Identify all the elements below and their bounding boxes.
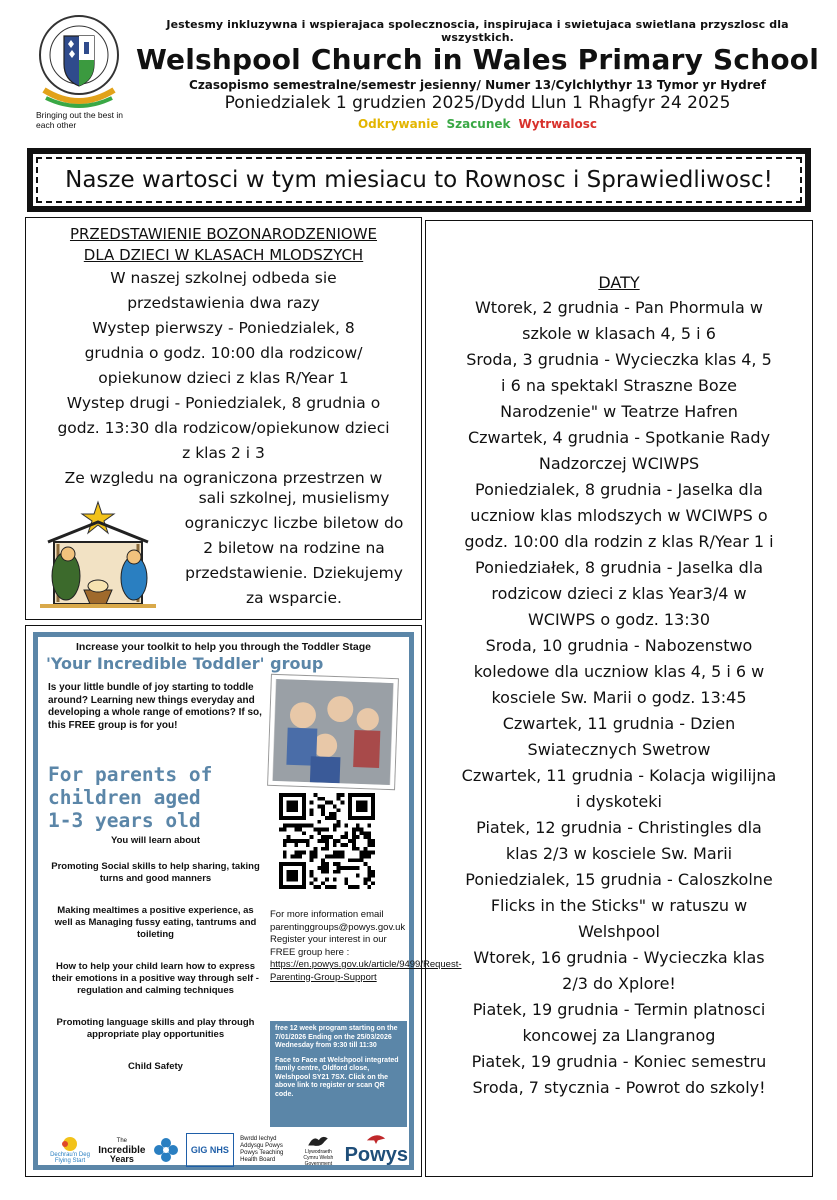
- concert-tail-line: przedstawienie. Dziekujemy: [185, 564, 403, 582]
- incredible-years-logo: [98, 1133, 145, 1167]
- flying-start-logo: [48, 1133, 92, 1167]
- flying-start-label: Dechrau'n Deg Flying Start: [50, 1152, 90, 1164]
- school-name: Welshpool Church in Wales Primary School: [135, 43, 820, 76]
- school-tagline: Jestesmy inkluzywna i wspierajaca spolecznoscia, inspirujaca i swietujaca swietlana przyszlosc dla wszystkich.: [166, 18, 789, 44]
- concert-line: z klas 2 i 3: [182, 444, 265, 462]
- flyer-heading: Increase your toolkit to help you through the Toddler Stage: [76, 641, 371, 653]
- concert-body: [26, 266, 421, 491]
- date-line: godz. 10:00 dla rodzin z klas R/Year 1 i: [464, 532, 774, 551]
- concert-title-line: PRZEDSTAWIENIE BOZONARODZENIOWE: [69, 225, 378, 243]
- flyer-intro: Is your little bundle of joy starting to toddle around? Learning new things everyday and developing a whole range of emotions? If so, this FREE group is for you!: [48, 682, 262, 731]
- school-value-1: Szacunek: [446, 117, 511, 131]
- date-line: Narodzenie" w Teatrze Hafren: [500, 402, 738, 421]
- flyer-age-line: 1-3 years old: [48, 809, 201, 832]
- concert-tail-line: sali szkolnej, musielismy: [198, 489, 390, 507]
- header-text-block: [135, 18, 820, 131]
- dates-list: [426, 295, 812, 1101]
- date-line: WCIWPS o godz. 13:30: [527, 610, 711, 629]
- date-line: Czwartek, 11 grudnia - Kolacja wigilijna: [461, 766, 777, 785]
- date-line: Piatek, 12 grudnia - Christingles dla: [476, 818, 762, 837]
- date-line: Sroda, 10 grudnia - Nabozenstwo: [485, 636, 753, 655]
- date-line: i 6 na spektakl Straszne Boze: [501, 376, 737, 395]
- dates-section: [425, 220, 813, 1177]
- date-line: koncowej za Llangranog: [522, 1026, 716, 1045]
- programme-dates: free 12 week program starting on the 7/01/2026 Ending on the 25/03/2026 Wednesday from 9:30 till 11:30: [275, 1025, 398, 1049]
- date-line: Sroda, 7 stycznia - Powrot do szkoly!: [472, 1078, 766, 1097]
- date-line: Wtorek, 2 grudnia - Pan Phormula w: [474, 298, 763, 317]
- red-kite-icon: [366, 1133, 386, 1144]
- concert-title-line: DLA DZIECI W KLASACH MLODSZYCH: [83, 246, 364, 264]
- nativity-concert-section: [25, 217, 422, 620]
- concert-line: W naszej szkolnej odbeda sie: [110, 269, 337, 287]
- date-line: Poniedzialek, 15 grudnia - Caloszkolne: [465, 870, 773, 889]
- date-line: Czwartek, 11 grudnia - Dzien: [502, 714, 736, 733]
- concert-tail-line: za wsparcie.: [246, 589, 342, 607]
- concert-line: Wystep drugi - Poniedzialek, 8 grudnia o: [66, 394, 381, 412]
- nhs-label: GIG NHS: [190, 1145, 229, 1155]
- flying-start-icon: [59, 1136, 81, 1152]
- register-link[interactable]: https://en.powys.gov.uk/article/9499/Request-Parenting-Group-Support: [270, 959, 462, 983]
- school-crest-logo: [38, 14, 120, 112]
- programme-venue: Face to Face at Welshpool integrated family centre, Oldford close, Welshpool SY21 7SX. Click on the above link to register or scan QR code.: [275, 1056, 399, 1098]
- date-line: Swiatecznych Swetrow: [527, 740, 711, 759]
- incredible-years-post: Years: [109, 1153, 134, 1164]
- partner-logos: [48, 1132, 408, 1168]
- date-line: Poniedzialek, 8 grudnia - Jaselka dla: [475, 480, 763, 499]
- programme-info-box: [270, 1021, 407, 1127]
- concert-line: opiekunow dzieci z klas R/Year 1: [98, 369, 349, 387]
- date-line: uczniow klas mlodszych w WCIWPS o: [470, 506, 768, 525]
- concert-line: Wystep pierwszy - Poniedzialek, 8: [92, 319, 355, 337]
- newsletter-header: [0, 0, 837, 140]
- concert-tail-line: ograniczyc liczbe biletow do: [184, 514, 404, 532]
- flyer-contact: [270, 909, 462, 984]
- date-line: klas 2/3 w kosciele Sw. Marii: [505, 844, 733, 863]
- date-line: Wtorek, 16 grudnia - Wycieczka klas: [473, 948, 765, 967]
- school-values: [135, 117, 820, 131]
- logo-caption: Bringing out the best in each other: [36, 110, 123, 130]
- health-board-logo: [240, 1133, 292, 1167]
- flyer-age-callout: [48, 763, 263, 832]
- flower-icon: [152, 1133, 180, 1167]
- concert-line: Ze wzgledu na ograniczona przestrzen w: [64, 469, 383, 487]
- qr-code[interactable]: [279, 793, 375, 889]
- date-line: Nadzorczej WCIWPS: [538, 454, 700, 473]
- powys-label: Powys: [344, 1144, 408, 1166]
- learn-item: Child Safety: [128, 1061, 183, 1072]
- date-line: koledowe dla uczniow klas 4, 5 i 6 w: [473, 662, 765, 681]
- nativity-illustration: [34, 494, 162, 612]
- school-value-2: Wytrwalosc: [518, 117, 598, 131]
- monthly-values-banner: [27, 148, 811, 212]
- contact-text: For more information email parentinggroups@powys.gov.uk Register your interest in our FREE group here :: [270, 909, 406, 958]
- flyer-age-line: For parents of: [48, 763, 213, 786]
- learn-title: You will learn about: [110, 835, 201, 846]
- date-line: Sroda, 3 grudnia - Wycieczka klas 4, 5: [466, 350, 772, 369]
- flyer-learn-list: [48, 835, 263, 1093]
- learn-item: Making mealtimes a positive experience, as well as Managing fussy eating, tantrums and toileting: [54, 905, 257, 940]
- welsh-government-label: Llywodraeth Cymru Welsh Government: [303, 1149, 334, 1167]
- issue-date: Poniedzialek 1 grudzien 2025/Dydd Llun 1 Rhagfyr 24 2025: [224, 93, 731, 113]
- incredible-years-pre: The: [116, 1137, 128, 1144]
- flyer-age-line: children aged: [48, 786, 201, 809]
- concert-line: godz. 13:30 dla rodzicow/opiekunow dzieci: [57, 419, 390, 437]
- incredible-years-label: Incredible: [98, 1144, 146, 1156]
- concert-title: [26, 224, 421, 266]
- date-line: i dyskoteki: [576, 792, 662, 811]
- nhs-logo: [186, 1133, 234, 1167]
- learn-item: Promoting language skills and play through appropriate play opportunities: [56, 1017, 255, 1040]
- concert-line: przedstawienia dwa razy: [127, 294, 320, 312]
- date-line: Flicks in the Sticks" w ratuszu w: [490, 896, 748, 915]
- health-board-label: Bwrdd Iechyd Addysgu Powys Powys Teaching Health Board: [240, 1136, 284, 1163]
- concert-tail-text: [174, 486, 414, 611]
- toddler-flyer-section: [25, 625, 462, 1177]
- date-line: kosciele Sw. Marii o godz. 13:45: [491, 688, 747, 707]
- concert-line: grudnia o godz. 10:00 dla rodzicow/: [84, 344, 363, 362]
- date-line: Piatek, 19 grudnia - Termin platnosci: [472, 1000, 766, 1019]
- date-line: rodzicow dzieci z klas Year3/4 w: [491, 584, 747, 603]
- dates-title: DATY: [598, 273, 640, 292]
- children-photo: [268, 675, 398, 789]
- banner-text: Nasze wartosci w tym miesiacu to Rownosc i Sprawiedliwosc!: [36, 157, 802, 203]
- welsh-government-logo: [298, 1133, 338, 1167]
- concert-tail-line: 2 biletow na rodzine na: [203, 539, 385, 557]
- date-line: szkole w klasach 4, 5 i 6: [522, 324, 716, 343]
- learn-item: Promoting Social skills to help sharing, taking turns and good manners: [51, 861, 260, 884]
- powys-logo: [345, 1133, 408, 1167]
- issue-line: Czasopismo semestralne/semestr jesienny/ Numer 13/Cylchlythyr 13 Tymor yr Hydref: [189, 78, 766, 92]
- date-line: Poniedziałek, 8 grudnia - Jaselka dla: [475, 558, 763, 577]
- date-line: Piatek, 19 grudnia - Koniec semestru: [471, 1052, 767, 1071]
- toddler-group-flyer: [33, 632, 462, 1170]
- date-line: Welshpool: [578, 922, 660, 941]
- school-value-0: Odkrywanie: [357, 117, 439, 131]
- date-line: 2/3 do Xplore!: [562, 974, 676, 993]
- flyer-group-name: 'Your Incredible Toddler' group: [46, 654, 324, 673]
- date-line: Czwartek, 4 grudnia - Spotkanie Rady: [467, 428, 771, 447]
- learn-item: How to help your child learn how to express their emotions in a positive way through self -regulation and calming techniques: [52, 961, 259, 996]
- dragon-icon: [305, 1133, 331, 1149]
